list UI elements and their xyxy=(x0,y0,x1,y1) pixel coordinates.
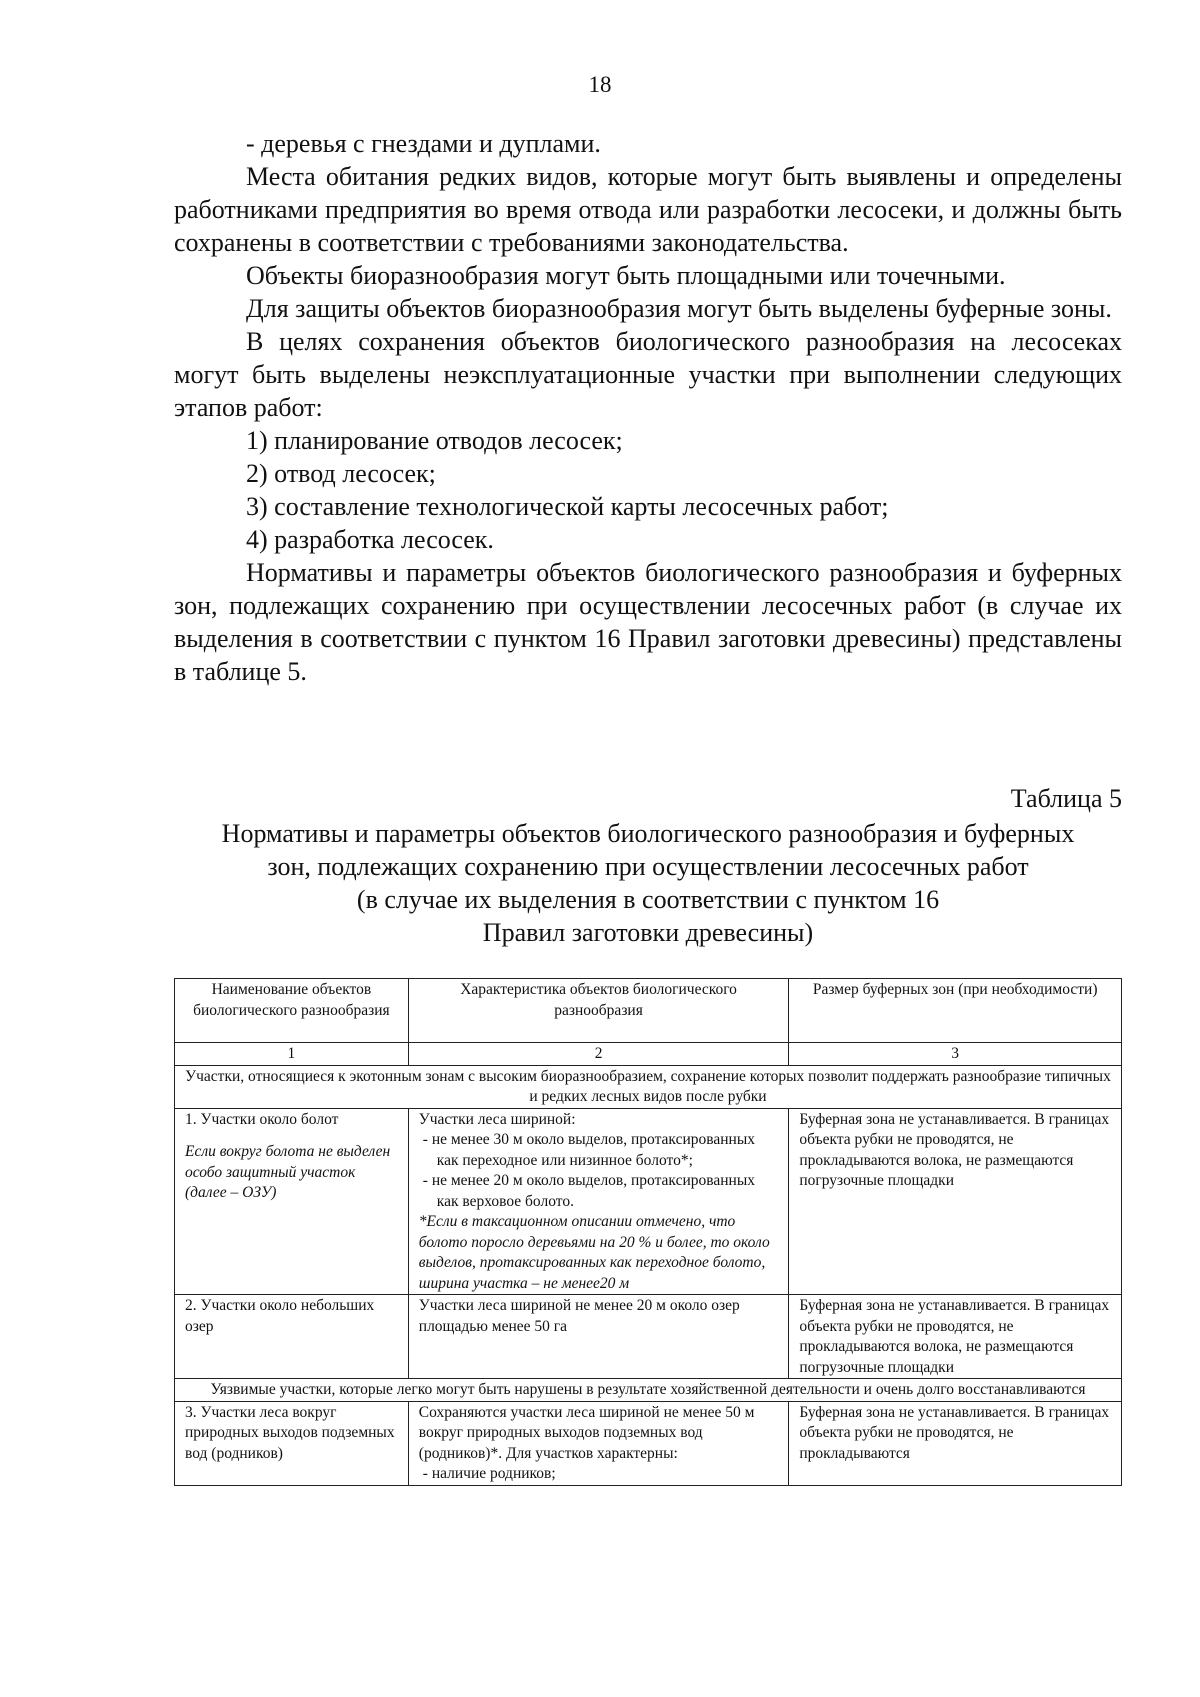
header-cell: Размер буферных зон (при необходимости) xyxy=(789,979,1122,1043)
buffer-cell: Буферная зона не устанавливается. В границах объекта рубки не проводятся, не прокладываются волока, не размещаются погрузочные площадки xyxy=(789,1295,1122,1379)
column-number: 1 xyxy=(175,1043,409,1066)
table-title-line: Нормативы и параметры объектов биологического разнообразия и буферных xyxy=(221,819,1075,848)
object-name-cell xyxy=(175,1108,409,1295)
paragraph-buffer: Для защиты объектов биоразнообразия могут быть выделены буферные зоны. xyxy=(246,294,1112,323)
column-number-row xyxy=(175,1043,1122,1066)
list-item: 3) составление технологической карты лесосечных работ; xyxy=(246,492,889,521)
paragraph-norms: Нормативы и параметры объектов биологического разнообразия и буферных зон, подлежащих сохранению при осуществлении лесосечных работ (в случае их выделения в соответствии с пунктом 16 Правил заготовки древесины) представлены в таблице 5. xyxy=(174,558,1122,686)
table-row xyxy=(175,1295,1122,1379)
characteristic-text: Сохраняются участки леса шириной не менее 50 м вокруг природных выходов подземных вод (родников)*. Для участков характерны: xyxy=(418,1403,755,1462)
object-name-cell: 2. Участки около небольших озер xyxy=(175,1295,409,1379)
header-cell: Наименование объектов биологического разнообразия xyxy=(175,979,409,1043)
list-item: 1) планирование отводов лесосек; xyxy=(246,426,623,455)
buffer-cell: Буферная зона не устанавливается. В границах объекта рубки не проводятся, не прокладываются xyxy=(789,1401,1122,1485)
table-title-line: (в случае их выделения в соответствии с пунктом 16 xyxy=(356,885,940,914)
list-item: - наличие родников; xyxy=(422,1465,556,1482)
list-item: 4) разработка лесосек. xyxy=(246,525,494,554)
object-name-note: Если вокруг болота не выделен особо защитный участок (далее – ОЗУ) xyxy=(185,1143,391,1201)
header-cell: Характеристика объектов биологического разнообразия xyxy=(408,979,789,1043)
paragraph-habitats: Места обитания редких видов, которые могут быть выявлены и определены работниками предприятия во время отвода или разработки лесосеки, и должны быть сохранены в соответствии с требованиями законодательства. xyxy=(174,162,1122,257)
table-row xyxy=(175,1401,1122,1485)
characteristic-list xyxy=(419,1130,779,1212)
table-title-line: зон, подлежащих сохранению при осуществлении лесосечных работ xyxy=(267,852,1029,881)
paragraph-stages: В целях сохранения объектов биологического разнообразия на лесосеках могут быть выделены неэксплуатационные участки при выполнении следующих этапов работ: xyxy=(174,327,1122,422)
section-heading: Участки, относящиеся к экотонным зонам с высоким биоразнообразием, сохранение которых позволит поддержать разнообразие типичных и редких лесных видов после рубки xyxy=(175,1065,1122,1108)
list-item: - не менее 20 м около выделов, протаксированных как верховое болото. xyxy=(422,1172,755,1210)
column-number: 2 xyxy=(408,1043,789,1066)
characteristic-cell xyxy=(408,1108,789,1295)
buffer-cell: Буферная зона не устанавливается. В границах объекта рубки не проводятся, не прокладываются волока, не размещаются погрузочные площадки xyxy=(789,1108,1122,1295)
object-name-cell: 3. Участки леса вокруг природных выходов подземных вод (родников) xyxy=(175,1401,409,1485)
table-title-line: Правил заготовки древесины) xyxy=(482,918,814,947)
section-heading: Уязвимые участки, которые легко могут быть нарушены в результате хозяйственной деятельности и очень долго восстанавливаются xyxy=(175,1379,1122,1402)
object-name: 1. Участки около болот xyxy=(185,1110,339,1128)
characteristic-note: *Если в таксационном описании отмечено, что болото поросло деревьями на 20 % и более, то около выделов, протаксированных как переходное болото, ширина участка – не менее20 м xyxy=(418,1213,770,1292)
paragraph-bullet: - деревья с гнездами и дуплами. xyxy=(246,129,601,158)
table-header-row xyxy=(175,979,1122,1043)
norms-table xyxy=(174,978,1122,1486)
column-number: 3 xyxy=(789,1043,1122,1066)
paragraph-objects: Объекты биоразнообразия могут быть площадными или точечными. xyxy=(246,261,1006,290)
body-text xyxy=(174,127,1122,688)
table-row xyxy=(175,1108,1122,1295)
list-item: - не менее 30 м около выделов, протаксированных как переходное или низинное болото*; xyxy=(422,1131,755,1169)
characteristic-cell: Участки леса шириной не менее 20 м около озер площадью менее 50 га xyxy=(408,1295,789,1379)
page-number: 18 xyxy=(588,72,612,97)
characteristic-cell xyxy=(408,1401,789,1485)
section-row xyxy=(175,1379,1122,1402)
section-row xyxy=(175,1065,1122,1108)
table-label: Таблица 5 xyxy=(1010,784,1122,813)
characteristic-intro: Участки леса шириной: xyxy=(418,1110,576,1128)
table-title xyxy=(174,817,1122,949)
characteristic-list xyxy=(419,1464,779,1485)
list-item: 2) отвод лесосек; xyxy=(246,459,436,488)
